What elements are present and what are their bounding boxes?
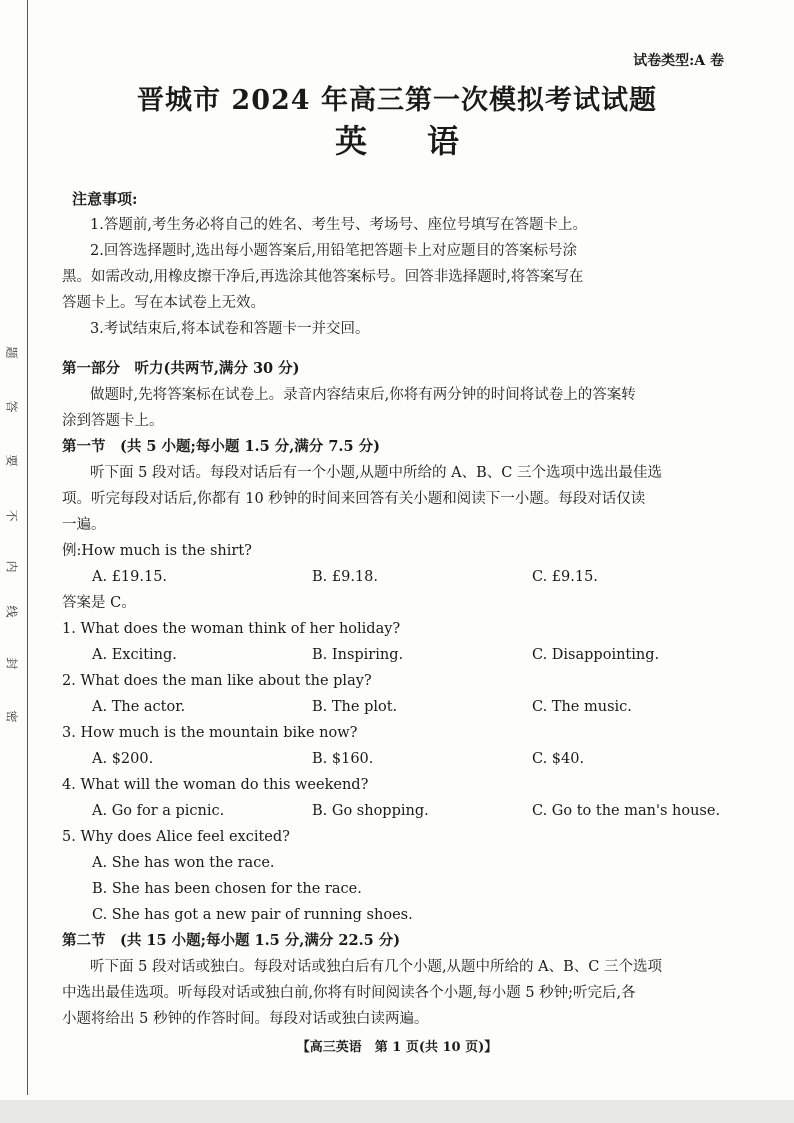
question: 4. What will the woman do this weekend? bbox=[62, 777, 369, 793]
question: 5. Why does Alice feel excited? bbox=[62, 829, 290, 845]
option: C. The music. bbox=[532, 699, 632, 715]
option: B. Go shopping. bbox=[312, 803, 429, 819]
notice-item: 1.答题前,考生务必将自己的姓名、考生号、考场号、座位号填写在答题卡上。 bbox=[90, 217, 587, 233]
option: B. $160. bbox=[312, 751, 374, 767]
notice-item: 2.回答选择题时,选出每小题答案后,用铅笔把答题卡上对应题目的答案标号涂 bbox=[90, 243, 578, 259]
scan-edge bbox=[0, 1100, 794, 1123]
section1-directions: 一遍。 bbox=[62, 517, 106, 533]
example-question: 例:How much is the shirt? bbox=[62, 543, 252, 559]
section1-directions: 项。听完每段对话后,你都有 10 秒钟的时间来回答有关小题和阅读下一小题。每段对话仅读 bbox=[62, 491, 646, 507]
part1-intro: 做题时,先将答案标在试卷上。录音内容结束后,你将有两分钟的时间将试卷上的答案转 bbox=[90, 387, 636, 403]
question: 3. How much is the mountain bike now? bbox=[62, 725, 358, 741]
part1-heading: 第一部分 听力(共两节,满分 30 分) bbox=[62, 360, 300, 377]
option: B. She has been chosen for the race. bbox=[92, 881, 362, 897]
notice-item: 答题卡上。写在本试卷上无效。 bbox=[62, 295, 265, 311]
option: C. Go to the man's house. bbox=[532, 803, 721, 819]
seal-char: 内 bbox=[4, 560, 19, 573]
option: A. Go for a picnic. bbox=[92, 803, 225, 819]
question-options bbox=[62, 798, 732, 824]
seal-char: 密 bbox=[4, 710, 19, 723]
question-options bbox=[62, 746, 732, 772]
section2-directions: 中选出最佳选项。听每段对话或独白前,你将有时间阅读各个小题,每小题 5 秒钟;听完后,各 bbox=[62, 985, 636, 1001]
seal-char: 不 bbox=[4, 509, 19, 522]
seal-char: 封 bbox=[4, 657, 19, 670]
option: C. She has got a new pair of running shoes. bbox=[92, 907, 413, 923]
section2-directions: 听下面 5 段对话或独白。每段对话或独白后有几个小题,从题中所给的 A、B、C 三个选项 bbox=[90, 959, 662, 975]
example-answer: 答案是 C。 bbox=[62, 595, 136, 611]
option: A. £19.15. bbox=[92, 569, 168, 585]
example-options bbox=[62, 564, 732, 590]
question: 1. What does the woman think of her holiday? bbox=[62, 621, 401, 637]
seal-char: 题 bbox=[4, 346, 19, 359]
seal-char: 答 bbox=[4, 400, 19, 413]
notice-heading: 注意事项: bbox=[72, 190, 138, 208]
option: A. Exciting. bbox=[92, 647, 177, 663]
exam-content bbox=[62, 186, 732, 1032]
option: C. £9.15. bbox=[532, 569, 598, 585]
exam-title: 晋城市 2024 年高三第一次模拟考试试题 bbox=[137, 85, 657, 116]
seal-char: 要 bbox=[4, 454, 19, 467]
question-options bbox=[62, 850, 732, 928]
notice-item: 黑。如需改动,用橡皮擦干净后,再选涂其他答案标号。回答非选择题时,将答案写在 bbox=[62, 269, 584, 285]
question: 2. What does the man like about the play? bbox=[62, 673, 372, 689]
paper-type-label: 试卷类型:A 卷 bbox=[633, 53, 724, 69]
option: C. Disappointing. bbox=[532, 647, 660, 663]
option: B. The plot. bbox=[312, 699, 398, 715]
question-options bbox=[62, 694, 732, 720]
page-footer: 【高三英语 第 1 页(共 10 页)】 bbox=[296, 1040, 498, 1055]
option: A. $200. bbox=[92, 751, 154, 767]
seal-char: 线 bbox=[4, 605, 19, 618]
option: A. The actor. bbox=[92, 699, 186, 715]
section2-directions: 小题将给出 5 秒钟的作答时间。每段对话或独白读两遍。 bbox=[62, 1011, 429, 1027]
option: C. $40. bbox=[532, 751, 585, 767]
option: B. Inspiring. bbox=[312, 647, 404, 663]
section2-heading: 第二节 (共 15 小题;每小题 1.5 分,满分 22.5 分) bbox=[62, 932, 401, 949]
part1-intro: 涂到答题卡上。 bbox=[62, 413, 164, 429]
option: A. She has won the race. bbox=[92, 855, 275, 871]
section1-heading: 第一节 (共 5 小题;每小题 1.5 分,满分 7.5 分) bbox=[62, 438, 380, 455]
binding-line bbox=[27, 0, 28, 1095]
notice-item: 3.考试结束后,将本试卷和答题卡一并交回。 bbox=[90, 321, 370, 337]
subject-title: 英语 bbox=[334, 122, 519, 160]
question-options bbox=[62, 642, 732, 668]
option: B. £9.18. bbox=[312, 569, 378, 585]
section1-directions: 听下面 5 段对话。每段对话后有一个小题,从题中所给的 A、B、C 三个选项中选出最佳选 bbox=[90, 465, 662, 481]
